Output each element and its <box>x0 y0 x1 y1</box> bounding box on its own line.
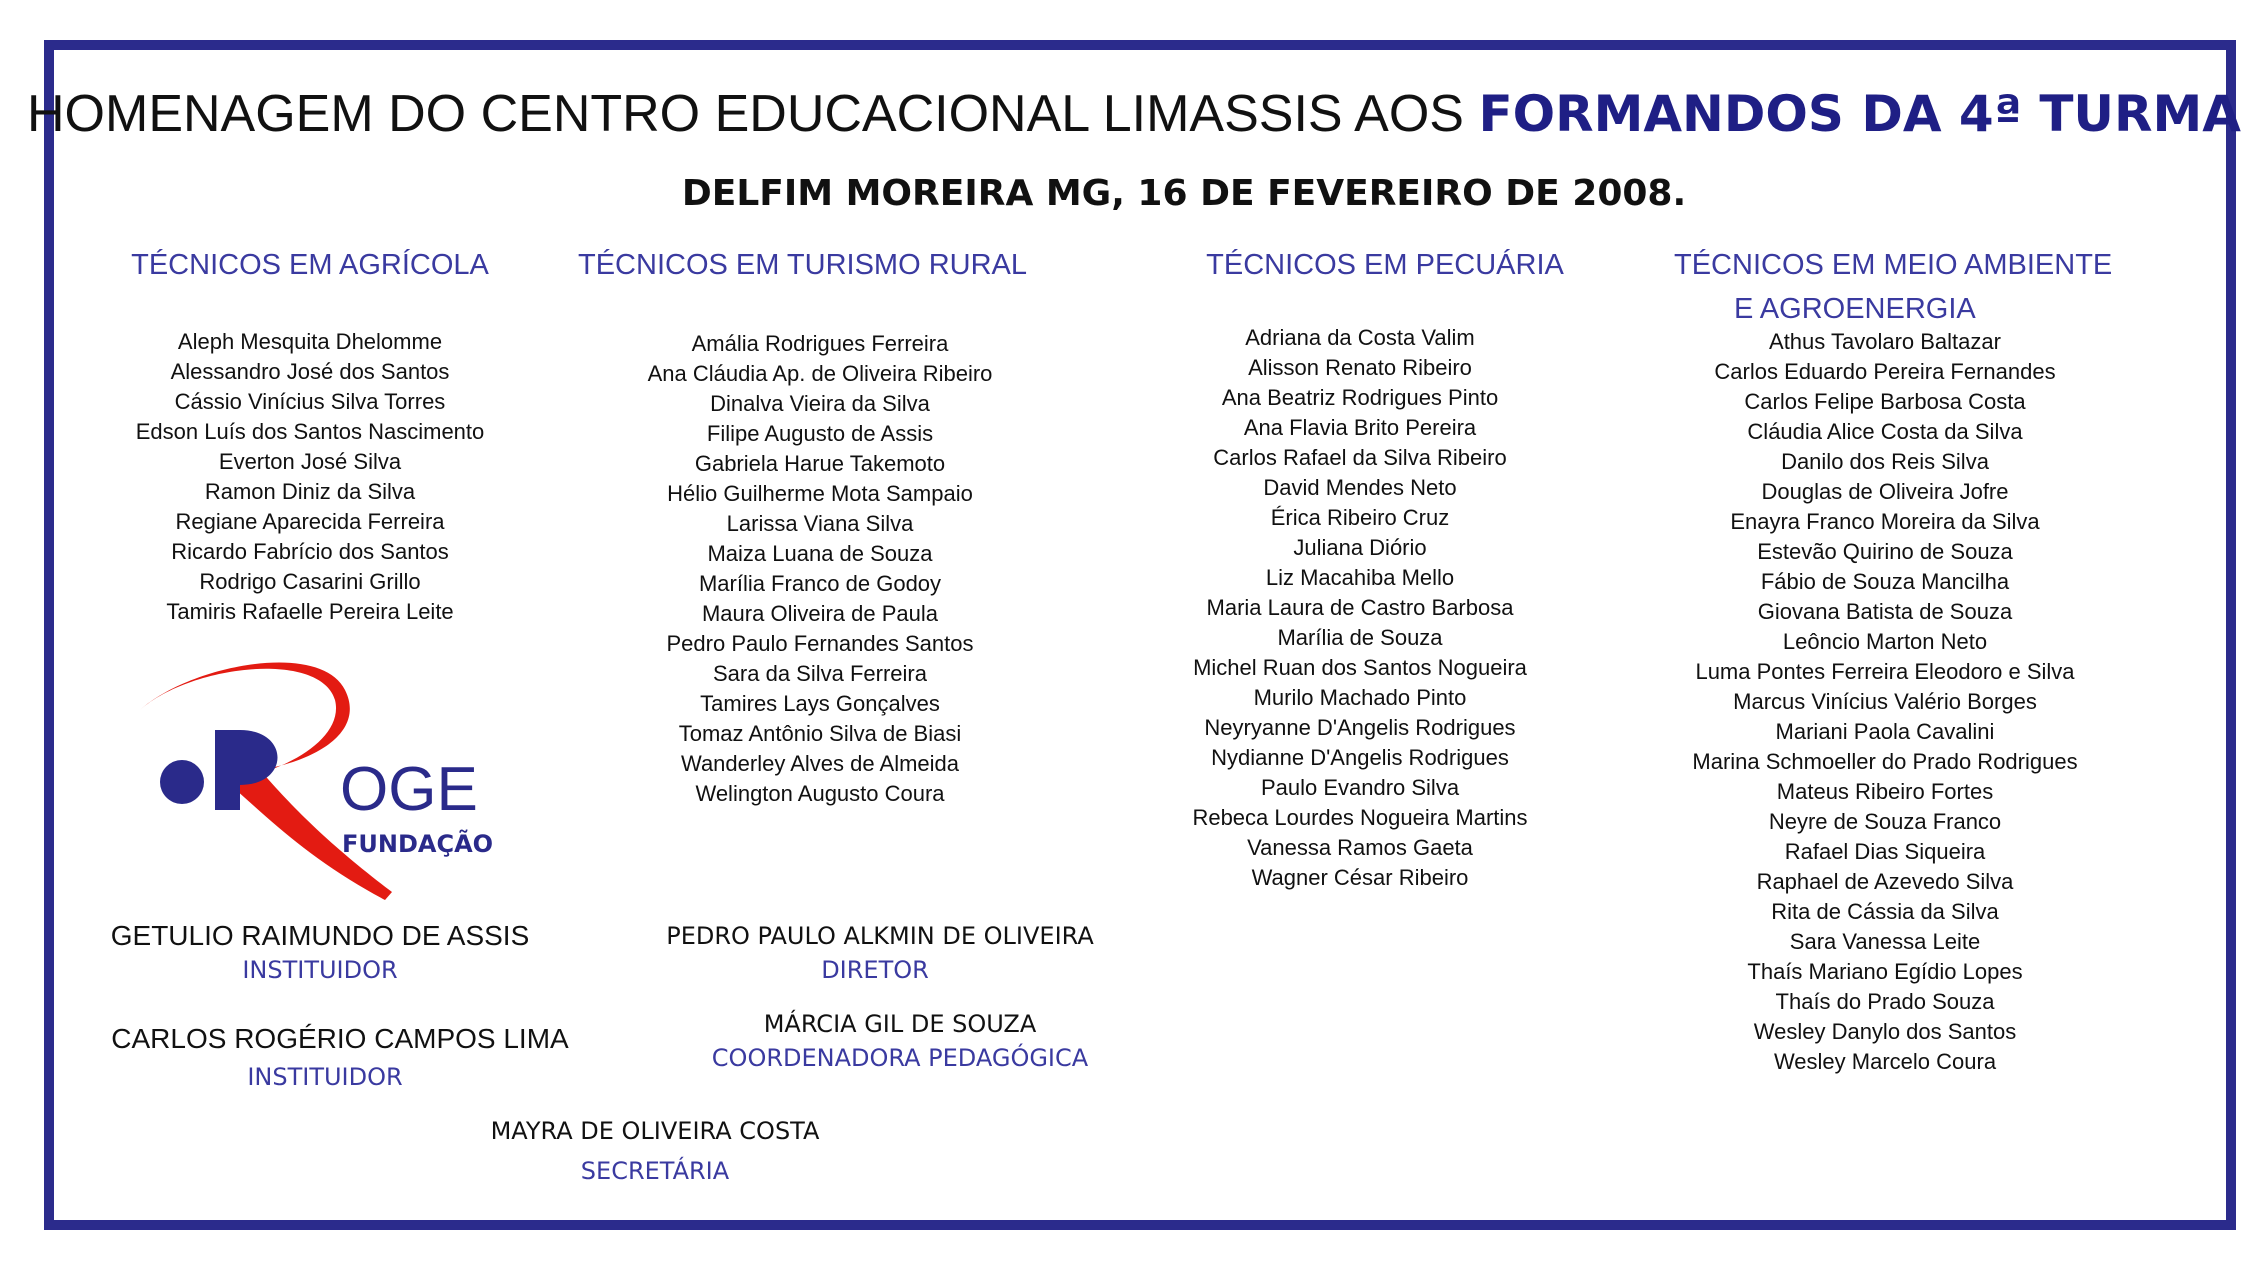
signatory-mayra <box>455 1117 855 1185</box>
graduate-name: Danilo dos Reis Silva <box>1781 449 1989 474</box>
graduate-name: Michel Ruan dos Santos Nogueira <box>1193 655 1527 680</box>
graduate-name: Mateus Ribeiro Fortes <box>1776 779 1994 804</box>
names-list <box>110 327 510 627</box>
signatory-getulio <box>110 920 530 984</box>
graduate-name: Marília Franco de Godoy <box>698 571 942 596</box>
graduate-name: Sara Vanessa Leite <box>1789 929 1981 954</box>
graduate-name: Tomaz Antônio Silva de Biasi <box>678 721 962 746</box>
graduate-name: Hélio Guilherme Mota Sampaio <box>667 481 973 506</box>
signatory-role: INSTITUIDOR <box>242 956 398 984</box>
graduate-name: Dinalva Vieira da Silva <box>710 391 930 416</box>
column-meio-ambiente <box>1660 243 2113 1077</box>
signatory-name: MAYRA DE OLIVEIRA COSTA <box>490 1117 820 1145</box>
graduate-name: Neyre de Souza Franco <box>1768 809 2002 834</box>
graduate-name: Welington Augusto Coura <box>695 781 945 806</box>
graduate-name: Liz Macahiba Mello <box>1265 565 1455 590</box>
graduate-name: Rita de Cássia da Silva <box>1771 899 1999 924</box>
graduate-name: Neyryanne D'Angelis Rodrigues <box>1204 715 1516 740</box>
graduate-name: Tamires Lays Gonçalves <box>700 691 940 716</box>
graduate-name: Paulo Evandro Silva <box>1260 775 1460 800</box>
graduate-name: Rodrigo Casarini Grillo <box>199 569 421 594</box>
graduate-name: Regiane Aparecida Ferreira <box>175 509 445 534</box>
graduate-name: Juliana Diório <box>1293 535 1427 560</box>
signatory-role: INSTITUIDOR <box>247 1063 403 1091</box>
signatory-name: PEDRO PAULO ALKMIN DE OLIVEIRA <box>666 922 1094 950</box>
graduate-name: Leôncio Marton Neto <box>1782 629 1988 654</box>
graduate-name: Wesley Marcelo Coura <box>1773 1049 1997 1074</box>
page-title <box>0 84 2268 144</box>
graduate-name: Marília de Souza <box>1277 625 1443 650</box>
graduate-name: Giovana Batista de Souza <box>1757 599 2013 624</box>
graduate-name: Athus Tavolaro Baltazar <box>1769 329 2001 354</box>
graduate-name: Wagner César Ribeiro <box>1251 865 1469 890</box>
graduate-name: Estevão Quirino de Souza <box>1757 539 2013 564</box>
names-list <box>1150 323 1570 893</box>
graduate-name: Filipe Augusto de Assis <box>706 421 934 446</box>
signatory-name: CARLOS ROGÉRIO CAMPOS LIMA <box>111 1023 569 1054</box>
graduate-name: Nydianne D'Angelis Rodrigues <box>1211 745 1509 770</box>
graduate-name: Everton José Silva <box>218 449 402 474</box>
signatory-marcia <box>700 1010 1100 1072</box>
graduate-name: Carlos Rafael da Silva Ribeiro <box>1213 445 1507 470</box>
column-heading: TÉCNICOS EM PECUÁRIA <box>1206 249 1564 281</box>
graduate-name: Murilo Machado Pinto <box>1253 685 1467 710</box>
graduate-name: Ana Beatriz Rodrigues Pinto <box>1221 385 1499 410</box>
title-highlight: FORMANDOS DA 4ª TURMA <box>1478 85 2241 143</box>
graduate-name: Gabriela Harue Takemoto <box>694 451 946 476</box>
graduate-name: Wesley Danylo dos Santos <box>1753 1019 2017 1044</box>
graduate-name: Thaís Mariano Egídio Lopes <box>1747 959 2023 984</box>
graduate-name: Luma Pontes Ferreira Eleodoro e Silva <box>1695 659 2075 684</box>
graduate-name: Ricardo Fabrício dos Santos <box>171 539 449 564</box>
column-heading: TÉCNICOS EM MEIO AMBIENTE <box>1674 249 2113 281</box>
graduate-name: Marina Schmoeller do Prado Rodrigues <box>1692 749 2078 774</box>
graduate-name: Amália Rodrigues Ferreira <box>691 331 949 356</box>
graduate-name: Pedro Paulo Fernandes Santos <box>666 631 974 656</box>
logo-letters: OGE <box>340 755 478 824</box>
graduate-name: Érica Ribeiro Cruz <box>1270 505 1450 530</box>
graduate-name: Mariani Paola Cavalini <box>1775 719 1995 744</box>
signatory-carlos <box>90 1023 590 1091</box>
graduate-name: Sara da Silva Ferreira <box>713 661 927 686</box>
graduate-name: Tamiris Rafaelle Pereira Leite <box>166 599 454 624</box>
graduate-name: Cláudia Alice Costa da Silva <box>1747 419 2023 444</box>
foundation-logo <box>130 660 500 910</box>
column-agricola <box>110 243 510 627</box>
column-heading: TÉCNICOS EM TURISMO RURAL <box>578 249 1028 281</box>
graduate-name: Vanessa Ramos Gaeta <box>1247 835 1473 860</box>
graduate-name: Carlos Eduardo Pereira Fernandes <box>1714 359 2056 384</box>
graduate-name: David Mendes Neto <box>1263 475 1457 500</box>
graduate-name: Marcus Vinícius Valério Borges <box>1733 689 2037 714</box>
signatory-role: COORDENADORA PEDAGÓGICA <box>711 1044 1089 1072</box>
signatory-name: MÁRCIA GIL DE SOUZA <box>763 1010 1037 1038</box>
page-subtitle: DELFIM MOREIRA MG, 16 DE FEVEREIRO DE 2008. <box>681 173 1687 214</box>
graduate-name: Rebeca Lourdes Nogueira Martins <box>1192 805 1528 830</box>
names-list <box>560 329 1080 809</box>
signatory-pedro <box>640 922 1120 984</box>
logo-subtext: FUNDAÇÃO <box>342 830 494 858</box>
graduate-name: Maura Oliveira de Paula <box>701 601 938 626</box>
graduate-name: Larissa Viana Silva <box>726 511 914 536</box>
graduate-name: Thaís do Prado Souza <box>1775 989 1995 1014</box>
graduate-name: Adriana da Costa Valim <box>1245 325 1475 350</box>
signatory-role: DIRETOR <box>821 956 929 984</box>
graduate-name: Douglas de Oliveira Jofre <box>1761 479 2009 504</box>
graduate-name: Cássio Vinícius Silva Torres <box>174 389 446 414</box>
signatory-role: SECRETÁRIA <box>580 1157 730 1185</box>
graduate-name: Ana Flavia Brito Pereira <box>1243 415 1477 440</box>
graduate-name: Alisson Renato Ribeiro <box>1248 355 1472 380</box>
column-turismo-rural <box>560 243 1080 809</box>
graduate-name: Maria Laura de Castro Barbosa <box>1206 595 1514 620</box>
signatory-name: GETULIO RAIMUNDO DE ASSIS <box>110 920 530 951</box>
graduate-name: Edson Luís dos Santos Nascimento <box>135 419 485 444</box>
graduate-name: Raphael de Azevedo Silva <box>1756 869 2014 894</box>
graduate-name: Alessandro José dos Santos <box>170 359 450 384</box>
graduate-name: Ramon Diniz da Silva <box>204 479 416 504</box>
graduate-name: Enayra Franco Moreira da Silva <box>1730 509 2040 534</box>
names-list <box>1660 327 2110 1077</box>
column-pecuaria <box>1150 243 1570 893</box>
column-heading-line2: E AGROENERGIA <box>1734 293 1976 325</box>
graduate-name: Ana Cláudia Ap. de Oliveira Ribeiro <box>647 361 993 386</box>
graduate-name: Rafael Dias Siqueira <box>1784 839 1986 864</box>
graduate-name: Fábio de Souza Mancilha <box>1760 569 2010 594</box>
column-heading: TÉCNICOS EM AGRÍCOLA <box>131 249 489 281</box>
graduate-name: Carlos Felipe Barbosa Costa <box>1744 389 2026 414</box>
graduate-name: Aleph Mesquita Dhelomme <box>177 329 443 354</box>
logo-dot <box>160 760 204 804</box>
graduate-name: Wanderley Alves de Almeida <box>681 751 959 776</box>
title-prefix: HOMENAGEM DO CENTRO EDUCACIONAL LIMASSIS AOS <box>27 85 1464 143</box>
graduate-name: Maiza Luana de Souza <box>707 541 933 566</box>
